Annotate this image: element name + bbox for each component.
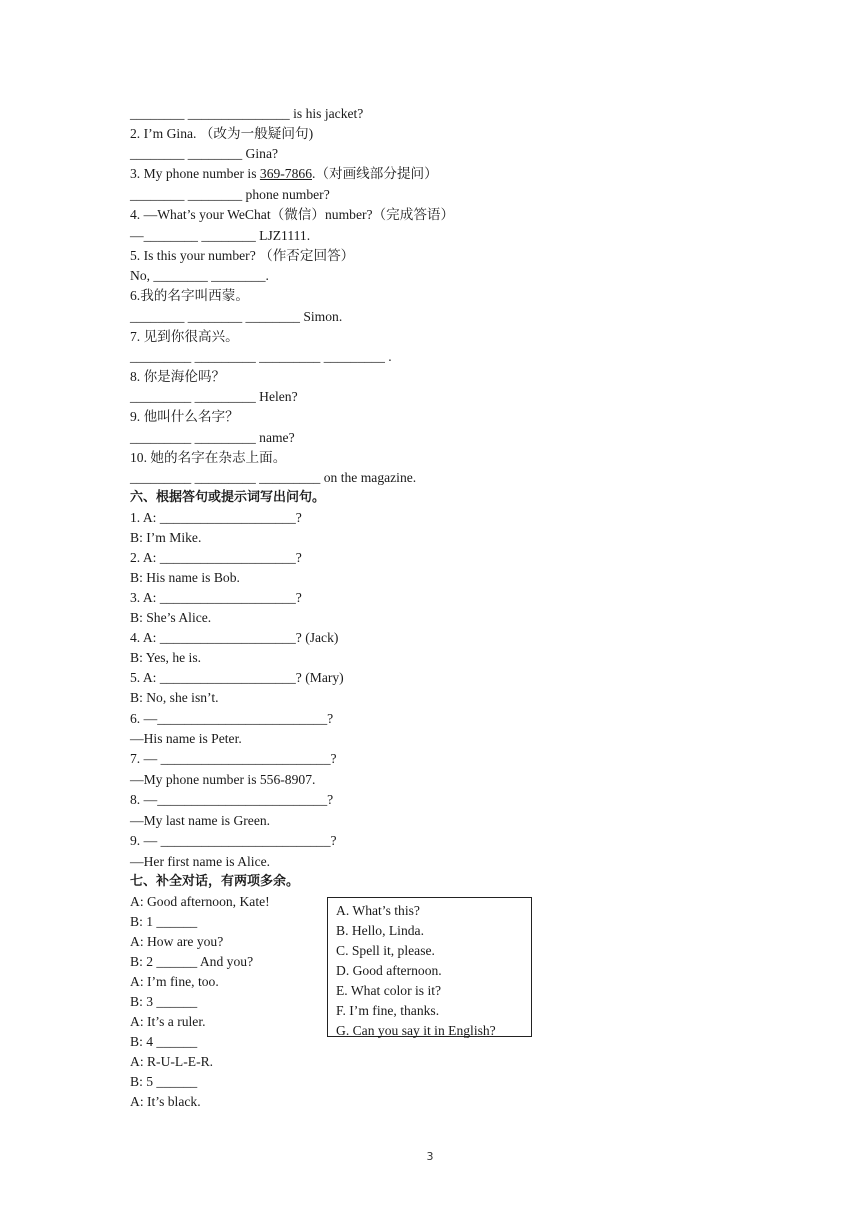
answer-blank-line: _________ _________ name? xyxy=(130,430,295,445)
options-box xyxy=(327,897,532,1037)
answer-blank-line: _________ _________ Helen? xyxy=(130,389,298,404)
answer-blank-line: _________ _________ _________ on the magazine. xyxy=(130,470,417,485)
dialogue-line: A: How are you? xyxy=(130,934,224,949)
option-item: B. Hello, Linda. xyxy=(336,923,424,938)
question-line xyxy=(130,165,438,183)
dialogue-line: A: Good afternoon, Kate! xyxy=(130,894,270,909)
question-line: 5. Is this your number? （作否定回答） xyxy=(130,248,355,263)
section-heading: 七、补全对话，有两项多余。 xyxy=(130,874,300,889)
answer-blank-line: —________ ________ LJZ1111. xyxy=(130,228,311,243)
question-line: 7. 见到你很高兴。 xyxy=(130,329,239,344)
dialogue-line: A: It’s black. xyxy=(130,1094,201,1109)
answer-line: —My last name is Green. xyxy=(130,813,271,828)
answer-blank-line: ________ ________ ________ Simon. xyxy=(130,309,343,324)
answer-line: —My phone number is 556-8907. xyxy=(130,772,316,787)
option-item: E. What color is it? xyxy=(336,983,442,998)
underlined-phone-number: 369-7866 xyxy=(259,166,312,181)
answer-line: B: Yes, he is. xyxy=(130,650,202,665)
option-item: C. Spell it, please. xyxy=(336,943,435,958)
dialogue-line: B: 5 ______ xyxy=(130,1074,198,1089)
question-line: 1. A: ____________________? xyxy=(130,510,302,525)
question-line: 10. 她的名字在杂志上面。 xyxy=(130,450,287,465)
question-instruction: .（对画线部分提问） xyxy=(312,166,438,181)
question-line: ________ _______________ is his jacket? xyxy=(130,106,364,121)
question-line: 2. I’m Gina. （改为一般疑问句) xyxy=(130,126,314,141)
page-number: 3 xyxy=(426,1150,434,1163)
question-line: 5. A: ____________________? (Mary) xyxy=(130,670,344,685)
question-text: 3. My phone number is xyxy=(130,166,260,181)
option-item: G. Can you say it in English? xyxy=(336,1023,496,1038)
question-line: 4. A: ____________________? (Jack) xyxy=(130,630,339,645)
option-item: D. Good afternoon. xyxy=(336,963,442,978)
answer-blank-line: No, ________ ________. xyxy=(130,268,269,283)
answer-line: B: I’m Mike. xyxy=(130,530,202,545)
question-line: 4. —What’s your WeChat（微信）number?（完成答语） xyxy=(130,207,455,222)
question-line: 8. —_________________________? xyxy=(130,792,334,807)
question-line: 9. 他叫什么名字？ xyxy=(130,409,239,424)
dialogue-line: B: 1 ______ xyxy=(130,914,198,929)
dialogue-line: A: R-U-L-E-R. xyxy=(130,1054,214,1069)
option-item: A. What’s this? xyxy=(336,903,420,918)
answer-line: B: No, she isn’t. xyxy=(130,690,219,705)
answer-blank-line: _________ _________ _________ _________ . xyxy=(130,349,392,364)
question-line: 8. 你是海伦吗？ xyxy=(130,369,226,384)
answer-line: B: His name is Bob. xyxy=(130,570,240,585)
section-heading: 六、根据答句或提示词写出问句。 xyxy=(130,490,326,505)
question-line: 3. A: ____________________? xyxy=(130,590,302,605)
question-line: 6.我的名字叫西蒙。 xyxy=(130,288,249,303)
question-line: 2. A: ____________________? xyxy=(130,550,302,565)
dialogue-line: B: 2 ______ And you? xyxy=(130,954,254,969)
answer-line: B: She’s Alice. xyxy=(130,610,212,625)
option-item: F. I’m fine, thanks. xyxy=(336,1003,440,1018)
answer-blank-line: ________ ________ phone number? xyxy=(130,187,330,202)
question-line: 7. — _________________________? xyxy=(130,751,337,766)
dialogue-line: A: I’m fine, too. xyxy=(130,974,219,989)
answer-line: —His name is Peter. xyxy=(130,731,242,746)
dialogue-line: B: 3 ______ xyxy=(130,994,198,1009)
answer-line: —Her first name is Alice. xyxy=(130,854,271,869)
question-line: 9. — _________________________? xyxy=(130,833,337,848)
dialogue-line: A: It’s a ruler. xyxy=(130,1014,206,1029)
answer-blank-line: ________ ________ Gina? xyxy=(130,146,279,161)
question-line: 6. —_________________________? xyxy=(130,711,334,726)
dialogue-line: B: 4 ______ xyxy=(130,1034,198,1049)
